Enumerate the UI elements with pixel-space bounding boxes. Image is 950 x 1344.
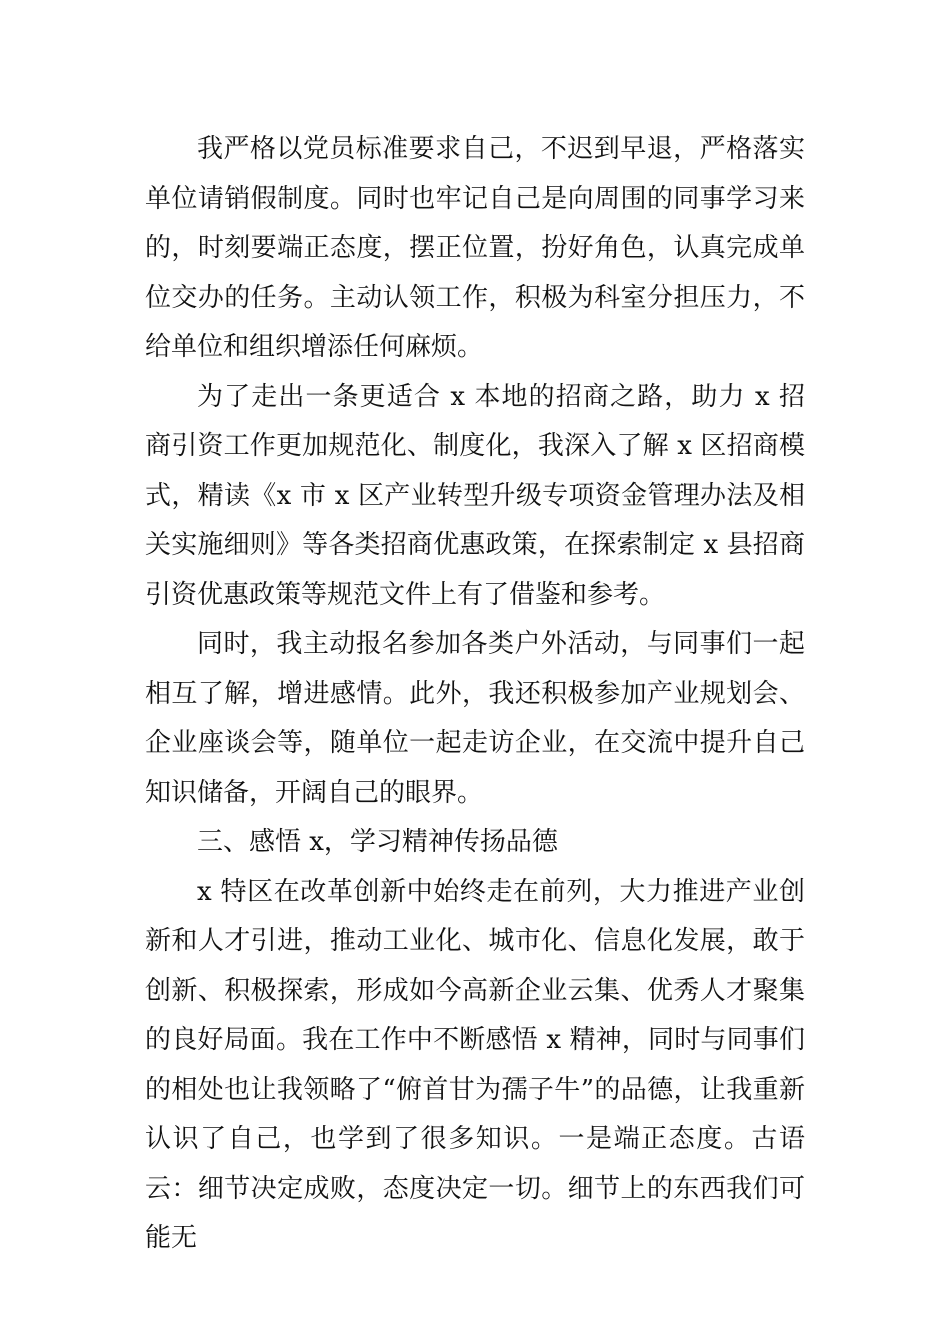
section-heading: 三、感悟 x，学习精神传扬品德 — [197, 827, 558, 857]
paragraph-2: 为了走出一条更适合 x 本地的招商之路，助力 x 招商引资工作更加规范化、制度化，我深入了解 x 区招商模式，精读《x 市 x 区产业转型升级专项资金管理办法及相关实施细则》等各类招商优惠政策，在探索制定 x 县招商引资优惠政策等规范文件上有了借鉴和参考。 — [145, 381, 805, 610]
paragraph-3: 同时，我主动报名参加各类户外活动，与同事们一起相互了解，增进感情。此外，我还积极参加产业规划会、企业座谈会等，随单位一起走访企业，在交流中提升自己知识储备，开阔自己的眼界。 — [145, 629, 805, 808]
document-body — [145, 125, 805, 1264]
paragraph-1: 我严格以党员标准要求自己，不迟到早退，严格落实单位请销假制度。同时也牢记自己是向周围的同事学习来的，时刻要端正态度，摆正位置，扮好角色，认真完成单位交办的任务。主动认领工作，积极为科室分担压力，不给单位和组织增添任何麻烦。 — [145, 134, 805, 362]
paragraph-4: x 特区在改革创新中始终走在前列，大力推进产业创新和人才引进，推动工业化、城市化、信息化发展，敢于创新、积极探索，形成如今高新企业云集、优秀人才聚集的良好局面。我在工作中不断感悟 x 精神，同时与同事们的相处也让我领略了“俯首甘为孺子牛”的品德，让我重新认识了自己，也学到了很多知识。一是端正态度。古语云：细节决定成败，态度决定一切。细节上的东西我们可能无 — [145, 876, 805, 1253]
